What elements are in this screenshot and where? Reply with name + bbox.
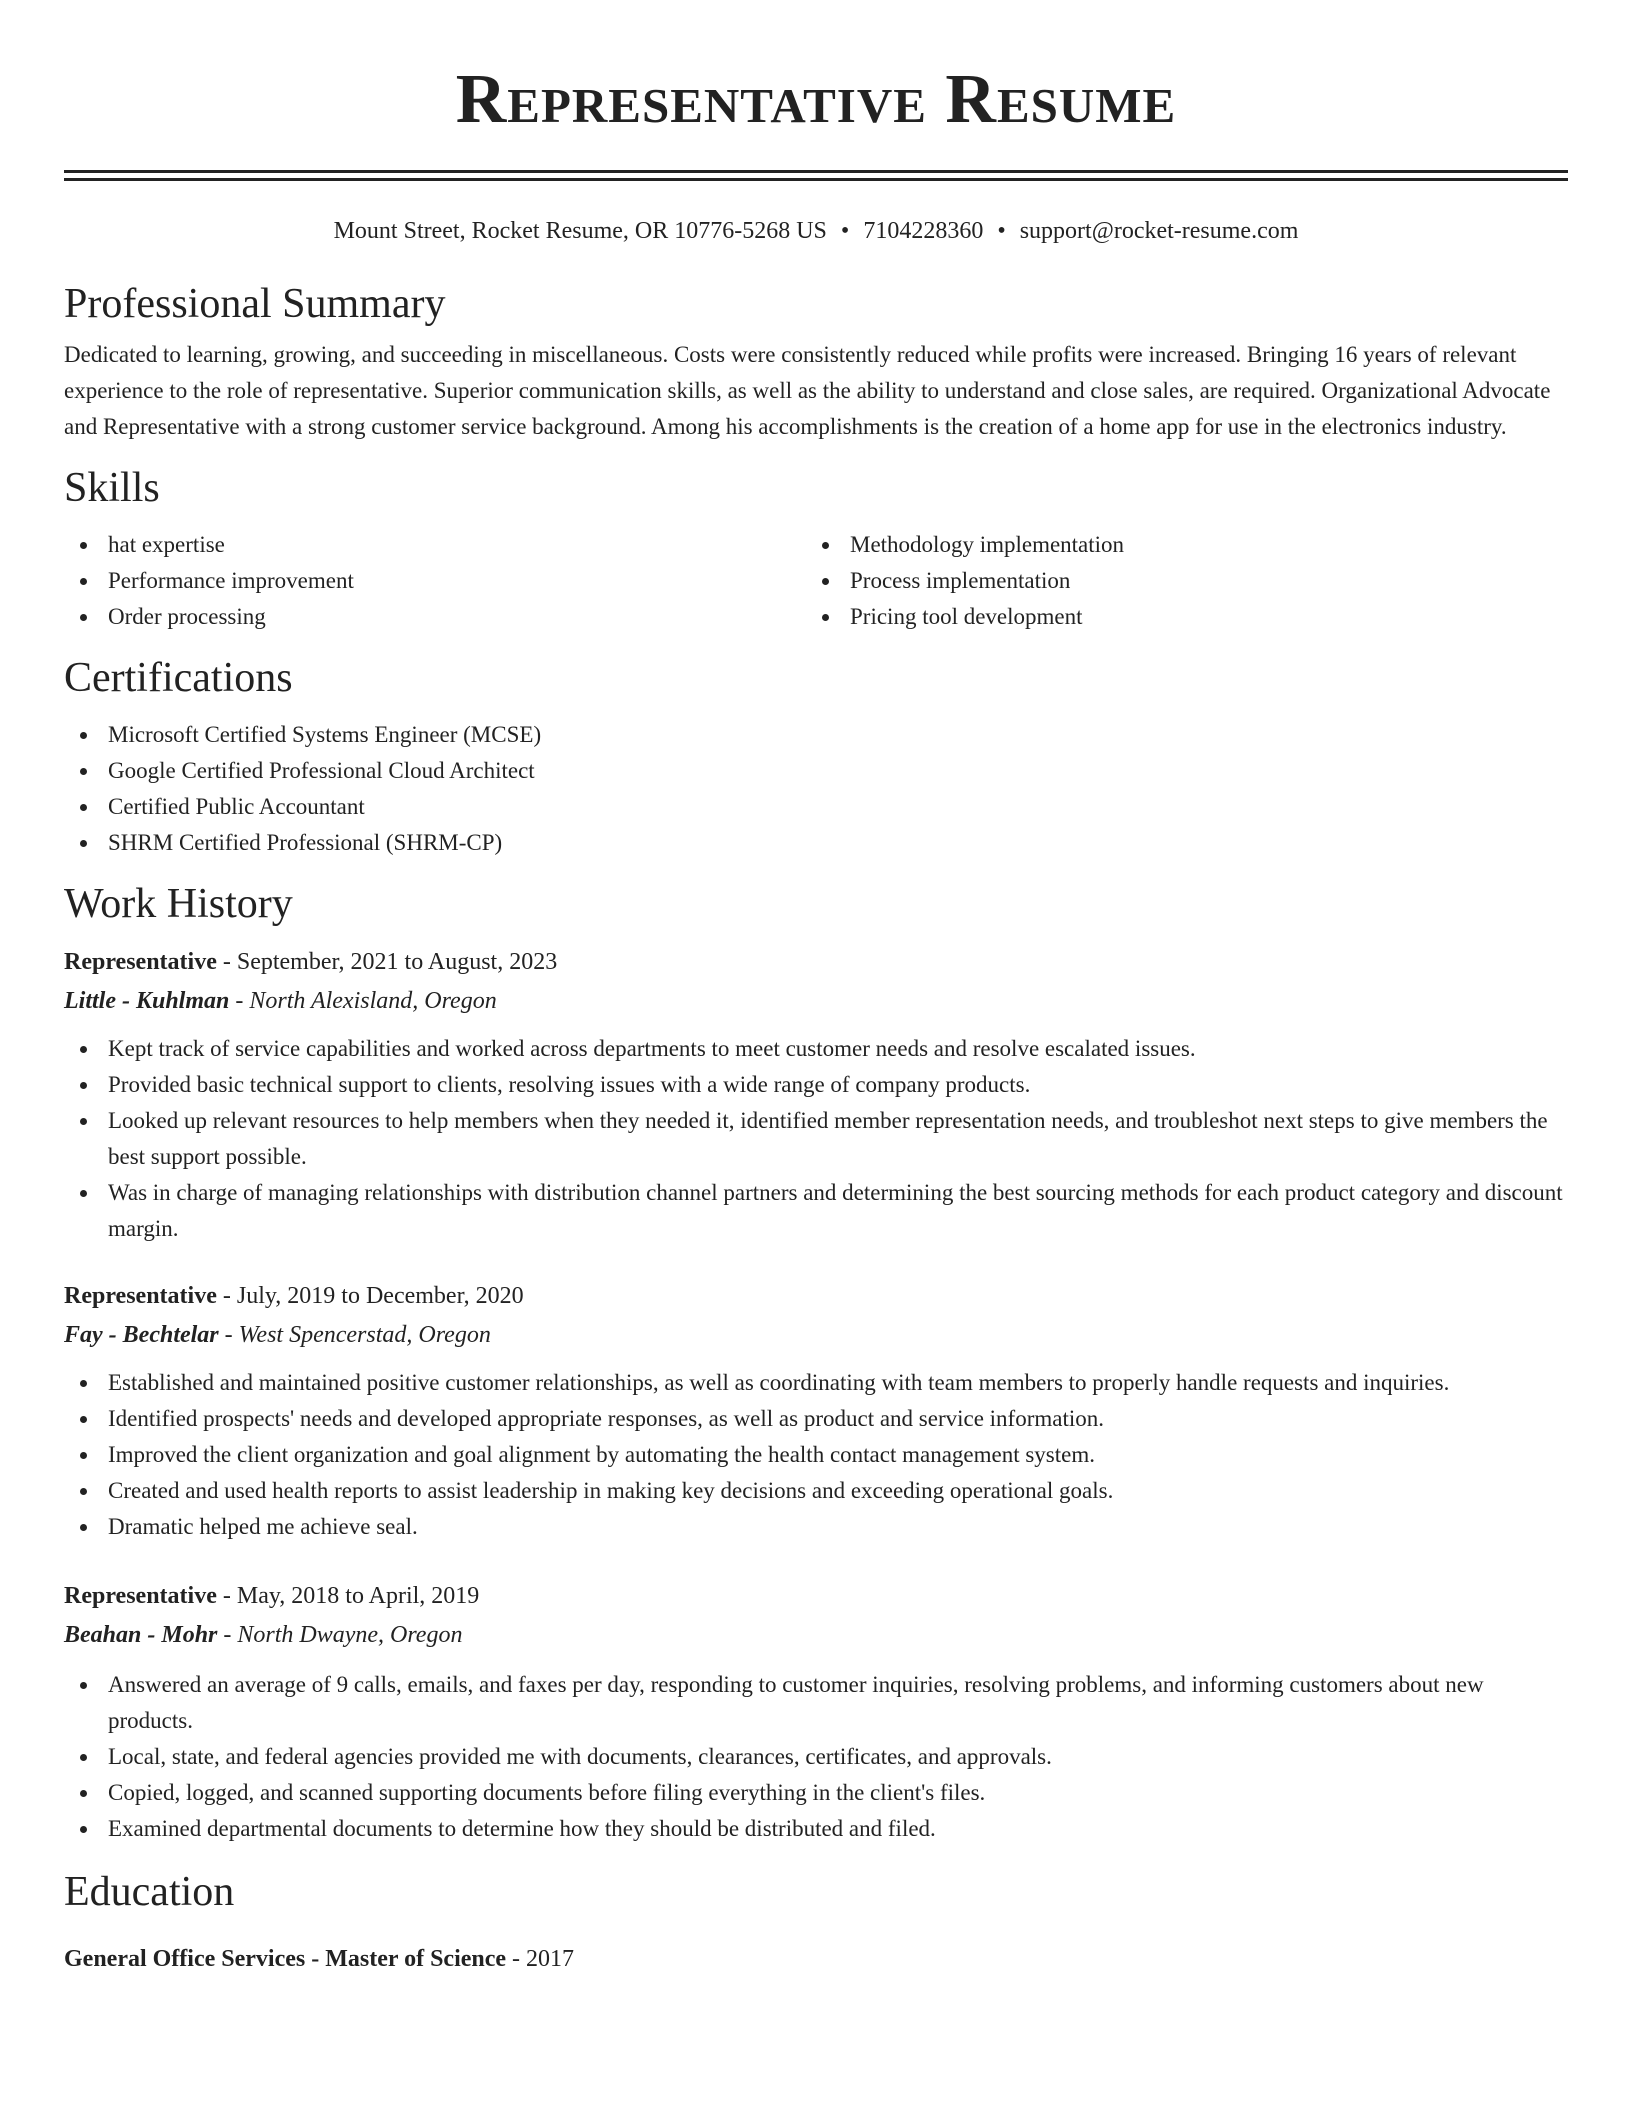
certification-item: Microsoft Certified Systems Engineer (MCSE) <box>64 717 1568 753</box>
education-section <box>64 1867 1568 1977</box>
job-bullets <box>64 1667 1568 1847</box>
job-bullet: Was in charge of managing relationships with distribution channel partners and determining the best sourcing methods for each product category and discount margin. <box>64 1175 1568 1247</box>
contact-phone: 7104228360 <box>863 218 984 244</box>
job-company-line <box>64 981 1568 1021</box>
job-company: Little - Kuhlman <box>64 988 230 1014</box>
skills-list-right <box>806 527 1548 635</box>
job-title: Representative <box>64 949 217 975</box>
work-history-heading: Work History <box>64 881 293 927</box>
job-bullet: Established and maintained positive customer relationships, as well as coordinating with team members to properly handle requests and inquiries. <box>64 1365 1568 1401</box>
skill-item: Performance improvement <box>64 563 806 599</box>
job-bullets <box>64 1031 1568 1247</box>
certifications-section <box>64 653 1568 861</box>
education-heading: Education <box>64 1869 235 1915</box>
job-bullet: Answered an average of 9 calls, emails, and faxes per day, responding to customer inquiries, resolving problems, and informing customers about new products. <box>64 1667 1568 1739</box>
job-bullet: Local, state, and federal agencies provided me with documents, clearances, certificates, and approvals. <box>64 1739 1568 1775</box>
job-title-line <box>64 1577 1568 1615</box>
skill-item: hat expertise <box>64 527 806 563</box>
job-title-line <box>64 1277 1568 1315</box>
certifications-list <box>64 717 1568 861</box>
certifications-heading: Certifications <box>64 655 293 701</box>
resume-title: Representative Resume <box>455 61 1177 138</box>
certification-item: Google Certified Professional Cloud Architect <box>64 753 1568 789</box>
skill-item: Process implementation <box>806 563 1548 599</box>
skill-item: Methodology implementation <box>806 527 1548 563</box>
education-year: - 2017 <box>506 1946 575 1972</box>
job-location: - West Spencerstad, Oregon <box>218 1322 491 1348</box>
job-entry <box>64 1277 1568 1545</box>
job-company-line <box>64 1615 1568 1655</box>
education-entry <box>64 1941 1568 1977</box>
title-divider-bottom <box>64 178 1568 181</box>
job-company: Beahan - Mohr <box>64 1622 218 1648</box>
skills-section <box>64 463 1568 635</box>
skills-list-left <box>64 527 806 635</box>
title-divider-top <box>64 170 1568 173</box>
summary-heading: Professional Summary <box>64 281 446 327</box>
job-dates: - July, 2019 to December, 2020 <box>216 1283 524 1309</box>
job-bullet: Dramatic helped me achieve seal. <box>64 1509 1568 1545</box>
job-company-line <box>64 1315 1568 1355</box>
certification-item: SHRM Certified Professional (SHRM-CP) <box>64 825 1568 861</box>
job-location: - North Alexisland, Oregon <box>229 988 497 1014</box>
job-title-line <box>64 943 1568 981</box>
skills-columns <box>64 527 1568 635</box>
certification-item: Certified Public Accountant <box>64 789 1568 825</box>
job-bullet: Created and used health reports to assist leadership in making key decisions and exceeding operational goals. <box>64 1473 1568 1509</box>
skill-item: Pricing tool development <box>806 599 1548 635</box>
skill-item: Order processing <box>64 599 806 635</box>
job-dates: - May, 2018 to April, 2019 <box>216 1583 480 1609</box>
job-title: Representative <box>64 1283 217 1309</box>
resume-page <box>64 0 1568 1977</box>
contact-email: support@rocket-resume.com <box>1019 218 1299 244</box>
job-dates: - September, 2021 to August, 2023 <box>216 949 558 975</box>
job-bullets <box>64 1365 1568 1545</box>
job-bullet: Copied, logged, and scanned supporting documents before filing everything in the client's files. <box>64 1775 1568 1811</box>
job-entry <box>64 943 1568 1247</box>
job-bullet: Provided basic technical support to clients, resolving issues with a wide range of company products. <box>64 1067 1568 1103</box>
skills-heading: Skills <box>64 465 160 511</box>
job-bullet: Kept track of service capabilities and worked across departments to meet customer needs and resolve escalated issues. <box>64 1031 1568 1067</box>
education-degree: General Office Services - Master of Science <box>64 1946 507 1972</box>
contact-separator: • <box>840 218 850 244</box>
contact-separator: • <box>997 218 1006 244</box>
job-company: Fay - Bechtelar <box>64 1322 219 1348</box>
contact-address: Mount Street, Rocket Resume, OR 10776-5268 US <box>333 218 827 244</box>
job-bullet: Identified prospects' needs and developed appropriate responses, as well as product and service information. <box>64 1401 1568 1437</box>
summary-text: Dedicated to learning, growing, and succeeding in miscellaneous. Costs were consistently reduced while profits were increased. Bringing 16 years of relevant experience to the role of representative. Superior communication skills, as well as the ability to understand and close sales, are required. Organizational Advocate and Representative with a strong customer service background. Among his accomplishments is the creation of a home app for use in the electronics industry. <box>64 342 1551 439</box>
job-bullet: Examined departmental documents to determine how they should be distributed and filed. <box>64 1811 1568 1847</box>
job-entry <box>64 1577 1568 1847</box>
job-bullet: Looked up relevant resources to help members when they needed it, identified member representation needs, and troubleshot next steps to give members the best support possible. <box>64 1103 1568 1175</box>
job-bullet: Improved the client organization and goal alignment by automating the health contact management system. <box>64 1437 1568 1473</box>
work-history-section <box>64 879 1568 1847</box>
summary-section <box>64 279 1568 445</box>
job-title: Representative <box>64 1583 217 1609</box>
contact-line <box>64 215 1568 247</box>
job-location: - North Dwayne, Oregon <box>217 1622 463 1648</box>
